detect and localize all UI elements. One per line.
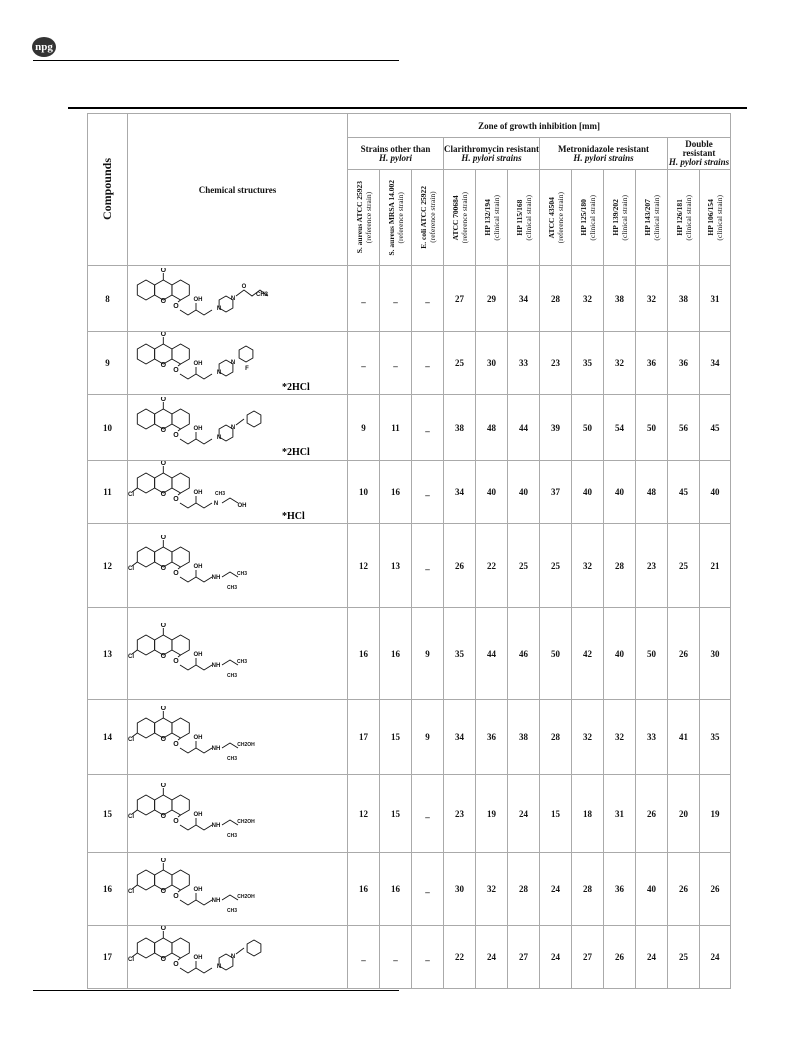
- inhibition-value: 36: [476, 700, 508, 775]
- svg-text:CH3: CH3: [226, 908, 238, 914]
- svg-text:N: N: [216, 305, 222, 312]
- inhibition-value: 25: [444, 332, 476, 395]
- table-row: [88, 266, 731, 332]
- inhibition-value: 24: [508, 775, 540, 853]
- inhibition-value: 36: [604, 853, 636, 926]
- inhibition-value: _: [412, 926, 444, 989]
- strain-header-3: ATCC 700684 (reference strain): [444, 170, 476, 266]
- inhibition-value: 16: [348, 608, 380, 700]
- strain-header-11: HP 106/154 (clinical strain): [700, 170, 731, 266]
- inhibition-value: _: [412, 332, 444, 395]
- svg-text:O: O: [173, 569, 179, 577]
- compound-id: 14: [88, 700, 128, 775]
- svg-text:O: O: [160, 267, 167, 274]
- inhibition-value: _: [412, 775, 444, 853]
- inhibition-value: 37: [540, 461, 572, 524]
- svg-text:O: O: [173, 431, 179, 439]
- svg-text:O: O: [173, 741, 179, 748]
- inhibition-value: 27: [444, 266, 476, 332]
- inhibition-value: 22: [476, 524, 508, 608]
- inhibition-value: 25: [668, 524, 700, 608]
- inhibition-value: 36: [636, 332, 668, 395]
- inhibition-value: 26: [636, 775, 668, 853]
- strain-header-7: HP 125/180 (clinical strain): [572, 170, 604, 266]
- inhibition-value: 28: [540, 266, 572, 332]
- npg-logo: npg: [32, 37, 56, 57]
- inhibition-value: 17: [348, 700, 380, 775]
- svg-text:O: O: [160, 491, 167, 498]
- svg-text:O: O: [160, 888, 167, 895]
- inhibition-value: 24: [476, 926, 508, 989]
- inhibition-value: 12: [348, 524, 380, 608]
- chemical-structure: [128, 700, 348, 775]
- svg-text:CH3: CH3: [226, 756, 238, 762]
- svg-text:N: N: [213, 501, 219, 507]
- svg-text:N: N: [216, 964, 222, 970]
- inhibition-value: 44: [476, 608, 508, 700]
- group-header-0: Strains other than H. pylori: [348, 138, 444, 170]
- compound-id: 9: [88, 332, 128, 395]
- svg-text:Cl: Cl: [128, 565, 134, 572]
- compound-id: 10: [88, 395, 128, 461]
- inhibition-value: 28: [604, 524, 636, 608]
- inhibition-value: 31: [700, 266, 731, 332]
- inhibition-value: 56: [668, 395, 700, 461]
- inhibition-value: 13: [380, 524, 412, 608]
- compound-id: 13: [88, 608, 128, 700]
- svg-text:OH: OH: [193, 811, 203, 818]
- inhibition-value: 41: [668, 700, 700, 775]
- chemical-structure: [128, 524, 348, 608]
- inhibition-value: 15: [380, 700, 412, 775]
- compound-id: 11: [88, 461, 128, 524]
- inhibition-value: 35: [444, 608, 476, 700]
- structure-drawing: [128, 706, 338, 768]
- inhibition-value: 50: [636, 608, 668, 700]
- inhibition-value: 21: [700, 524, 731, 608]
- inhibition-value: 23: [636, 524, 668, 608]
- inhibition-value: 38: [668, 266, 700, 332]
- inhibition-value: 28: [508, 853, 540, 926]
- svg-text:F: F: [245, 366, 249, 372]
- strain-header-0: S. aureus ATCC 25923 (reference strain): [348, 170, 380, 266]
- svg-text:CH2OH: CH2OH: [237, 818, 255, 825]
- svg-text:OH: OH: [193, 955, 203, 961]
- inhibition-value: 40: [636, 853, 668, 926]
- inhibition-value: 26: [700, 853, 731, 926]
- inhibition-value: 19: [476, 775, 508, 853]
- inhibition-value: 38: [508, 700, 540, 775]
- inhibition-value: 50: [636, 395, 668, 461]
- inhibition-value: 19: [700, 775, 731, 853]
- svg-text:O: O: [160, 534, 167, 541]
- svg-text:NH: NH: [211, 898, 221, 904]
- inhibition-value: 24: [540, 853, 572, 926]
- inhibition-value: 25: [668, 926, 700, 989]
- structure-drawing: [128, 623, 338, 685]
- compounds-header-cell: Compounds: [88, 114, 128, 266]
- inhibition-value: _: [412, 266, 444, 332]
- svg-text:NH: NH: [211, 746, 221, 752]
- svg-text:Cl: Cl: [128, 492, 134, 498]
- svg-text:CH3: CH3: [226, 584, 238, 591]
- footer-rule: [33, 990, 399, 991]
- chemical-structure: [128, 853, 348, 926]
- inhibition-value: _: [348, 926, 380, 989]
- svg-text:O: O: [160, 652, 167, 660]
- inhibition-value: _: [348, 332, 380, 395]
- compound-id: 17: [88, 926, 128, 989]
- svg-text:Cl: Cl: [128, 813, 134, 820]
- inhibition-value: 12: [348, 775, 380, 853]
- inhibition-value: 32: [604, 332, 636, 395]
- inhibition-value: _: [380, 332, 412, 395]
- inhibition-value: _: [412, 524, 444, 608]
- chemical-structure: [128, 775, 348, 853]
- group-header-1: Clarithromycin resistant H. pylori strains: [444, 138, 540, 170]
- inhibition-value: 26: [668, 608, 700, 700]
- inhibition-value: 40: [572, 461, 604, 524]
- inhibition-value: 9: [348, 395, 380, 461]
- inhibition-value: 30: [476, 332, 508, 395]
- svg-text:OH: OH: [193, 563, 203, 570]
- inhibition-value: 38: [444, 395, 476, 461]
- inhibition-value: 33: [508, 332, 540, 395]
- svg-text:CH3: CH3: [214, 491, 226, 497]
- svg-text:O: O: [173, 657, 179, 665]
- svg-text:N: N: [216, 434, 222, 441]
- compound-id: 16: [88, 853, 128, 926]
- svg-text:OH: OH: [193, 490, 203, 496]
- inhibition-value: 32: [572, 700, 604, 775]
- inhibition-value: 42: [572, 608, 604, 700]
- structure-drawing: [128, 268, 338, 330]
- inhibition-value: 24: [636, 926, 668, 989]
- chemical-structure: [128, 395, 348, 461]
- zone-header: Zone of growth inhibition [mm]: [348, 114, 731, 138]
- chemical-structure: [128, 926, 348, 989]
- svg-text:*2HCl: *2HCl: [282, 446, 310, 458]
- svg-text:O: O: [160, 564, 167, 572]
- svg-text:O: O: [173, 961, 179, 968]
- table-top-rule: [68, 107, 747, 109]
- strain-header-8: HP 139/202 (clinical strain): [604, 170, 636, 266]
- structure-drawing: [128, 926, 338, 988]
- compound-id: 8: [88, 266, 128, 332]
- svg-text:Cl: Cl: [128, 889, 134, 895]
- inhibition-value: 44: [508, 395, 540, 461]
- table-row: [88, 926, 731, 989]
- inhibition-value: 48: [476, 395, 508, 461]
- svg-text:O: O: [160, 812, 167, 820]
- svg-text:N: N: [230, 424, 236, 431]
- svg-text:O: O: [160, 956, 167, 963]
- inhibition-value: 23: [444, 775, 476, 853]
- svg-text:CH2OH: CH2OH: [237, 894, 255, 900]
- inhibition-value: 34: [444, 700, 476, 775]
- inhibition-value: 34: [508, 266, 540, 332]
- structure-drawing: [128, 858, 338, 920]
- svg-text:N: N: [216, 370, 222, 376]
- inhibition-value: _: [380, 926, 412, 989]
- svg-text:Cl: Cl: [128, 653, 134, 660]
- svg-text:O: O: [160, 858, 167, 864]
- strain-header-5: HP 115/168 (clinical strain): [508, 170, 540, 266]
- inhibition-value: 32: [572, 266, 604, 332]
- structure-drawing: [128, 783, 338, 845]
- inhibition-value: _: [412, 853, 444, 926]
- inhibition-value: 39: [540, 395, 572, 461]
- inhibition-value: 18: [572, 775, 604, 853]
- table-row: [88, 775, 731, 853]
- svg-text:OH: OH: [193, 735, 203, 741]
- table-row: [88, 853, 731, 926]
- inhibition-value: 16: [380, 608, 412, 700]
- svg-text:NH: NH: [211, 662, 221, 669]
- inhibition-value: 20: [668, 775, 700, 853]
- inhibition-value: 40: [604, 461, 636, 524]
- inhibition-value: 34: [444, 461, 476, 524]
- table-row: [88, 332, 731, 395]
- inhibition-value: 40: [700, 461, 731, 524]
- structure-drawing: [128, 397, 338, 459]
- svg-text:O: O: [160, 782, 167, 789]
- inhibition-value: 32: [476, 853, 508, 926]
- group-header-3: Double resistant H. pylori strains: [668, 138, 731, 170]
- svg-text:O: O: [160, 396, 167, 403]
- inhibition-value: 50: [540, 608, 572, 700]
- inhibition-table: [87, 113, 731, 989]
- table-row: [88, 608, 731, 700]
- inhibition-value: _: [348, 266, 380, 332]
- strain-header-1: S. aureus MRSA 14.002 (reference strain): [380, 170, 412, 266]
- svg-text:CH3: CH3: [226, 672, 238, 679]
- inhibition-value: 15: [380, 775, 412, 853]
- inhibition-value: 35: [700, 700, 731, 775]
- svg-text:O: O: [173, 367, 179, 374]
- inhibition-value: 9: [412, 700, 444, 775]
- svg-text:N: N: [230, 360, 236, 366]
- inhibition-value: 16: [380, 461, 412, 524]
- inhibition-value: _: [380, 266, 412, 332]
- inhibition-value: 24: [540, 926, 572, 989]
- strain-header-6: ATCC 43504 (reference strain): [540, 170, 572, 266]
- inhibition-value: 22: [444, 926, 476, 989]
- svg-text:CH3: CH3: [236, 658, 248, 665]
- svg-text:*HCl: *HCl: [282, 511, 305, 522]
- svg-text:O: O: [160, 426, 167, 434]
- svg-text:CH3: CH3: [226, 832, 238, 839]
- inhibition-value: 36: [668, 332, 700, 395]
- inhibition-value: 16: [380, 853, 412, 926]
- inhibition-value: 15: [540, 775, 572, 853]
- inhibition-value: 48: [636, 461, 668, 524]
- svg-text:O: O: [160, 461, 167, 467]
- svg-text:O: O: [160, 926, 167, 932]
- table-row: [88, 524, 731, 608]
- inhibition-value: 11: [380, 395, 412, 461]
- chemical-structure: [128, 608, 348, 700]
- strain-header-10: HP 126/181 (clinical strain): [668, 170, 700, 266]
- structure-drawing: [128, 332, 338, 394]
- svg-text:O: O: [160, 736, 167, 743]
- svg-text:Cl: Cl: [128, 737, 134, 743]
- header-rule: [33, 60, 399, 61]
- inhibition-value: 27: [508, 926, 540, 989]
- svg-text:O: O: [160, 706, 167, 712]
- svg-text:O: O: [160, 362, 167, 369]
- inhibition-value: 32: [636, 266, 668, 332]
- inhibition-value: 27: [572, 926, 604, 989]
- inhibition-value: 26: [604, 926, 636, 989]
- inhibition-value: 38: [604, 266, 636, 332]
- inhibition-value: 30: [444, 853, 476, 926]
- inhibition-value: 50: [572, 395, 604, 461]
- svg-text:O: O: [160, 622, 167, 629]
- structures-header: Chemical structures: [128, 114, 348, 266]
- inhibition-value: 25: [540, 524, 572, 608]
- structure-drawing: [128, 535, 338, 597]
- inhibition-value: 16: [348, 853, 380, 926]
- inhibition-value: 31: [604, 775, 636, 853]
- strain-header-2: E. coli ATCC 25922 (reference strain): [412, 170, 444, 266]
- svg-text:CH3: CH3: [255, 291, 269, 298]
- inhibition-value: 28: [572, 853, 604, 926]
- svg-text:OH: OH: [193, 361, 203, 367]
- svg-text:OH: OH: [193, 651, 203, 658]
- inhibition-value: 26: [444, 524, 476, 608]
- table-row: [88, 461, 731, 524]
- inhibition-value: 40: [476, 461, 508, 524]
- svg-text:Cl: Cl: [128, 957, 134, 963]
- inhibition-value: 30: [700, 608, 731, 700]
- svg-text:O: O: [160, 332, 167, 338]
- chemical-structure: [128, 461, 348, 524]
- svg-text:N: N: [230, 954, 236, 960]
- svg-text:N: N: [230, 295, 236, 302]
- inhibition-value: 35: [572, 332, 604, 395]
- inhibition-value: 32: [572, 524, 604, 608]
- strain-header-9: HP 143/207 (clinical strain): [636, 170, 668, 266]
- inhibition-value: 23: [540, 332, 572, 395]
- svg-text:*2HCl: *2HCl: [282, 382, 310, 393]
- svg-text:OH: OH: [193, 425, 203, 432]
- inhibition-value: 25: [508, 524, 540, 608]
- inhibition-value: 33: [636, 700, 668, 775]
- inhibition-value: 24: [700, 926, 731, 989]
- inhibition-value: 46: [508, 608, 540, 700]
- structure-drawing: [128, 461, 338, 523]
- inhibition-value: 28: [540, 700, 572, 775]
- inhibition-value: 26: [668, 853, 700, 926]
- svg-text:O: O: [173, 893, 179, 900]
- inhibition-value: _: [412, 395, 444, 461]
- table-row: [88, 700, 731, 775]
- svg-text:NH: NH: [211, 574, 221, 581]
- inhibition-value: 40: [604, 608, 636, 700]
- inhibition-value: 32: [604, 700, 636, 775]
- inhibition-value: 45: [700, 395, 731, 461]
- strain-header-4: HP 132/194 (clinical strain): [476, 170, 508, 266]
- svg-text:OH: OH: [193, 296, 203, 303]
- group-header-2: Metronidazole resistant H. pylori strains: [540, 138, 668, 170]
- inhibition-value: 9: [412, 608, 444, 700]
- svg-text:O: O: [173, 302, 179, 310]
- table-row: [88, 395, 731, 461]
- svg-text:NH: NH: [211, 822, 221, 829]
- compound-id: 15: [88, 775, 128, 853]
- svg-text:CH3: CH3: [236, 570, 248, 577]
- chemical-structure: [128, 332, 348, 395]
- svg-text:O: O: [160, 297, 167, 305]
- svg-text:OH: OH: [237, 503, 247, 509]
- inhibition-value: 54: [604, 395, 636, 461]
- svg-text:CH2OH: CH2OH: [237, 742, 255, 748]
- inhibition-value: _: [412, 461, 444, 524]
- inhibition-value: 29: [476, 266, 508, 332]
- svg-text:OH: OH: [193, 887, 203, 893]
- inhibition-value: 10: [348, 461, 380, 524]
- compound-id: 12: [88, 524, 128, 608]
- svg-text:O: O: [173, 817, 179, 825]
- svg-text:O: O: [241, 283, 247, 290]
- chemical-structure: [128, 266, 348, 332]
- inhibition-value: 34: [700, 332, 731, 395]
- inhibition-value: 40: [508, 461, 540, 524]
- svg-text:O: O: [173, 496, 179, 503]
- inhibition-value: 45: [668, 461, 700, 524]
